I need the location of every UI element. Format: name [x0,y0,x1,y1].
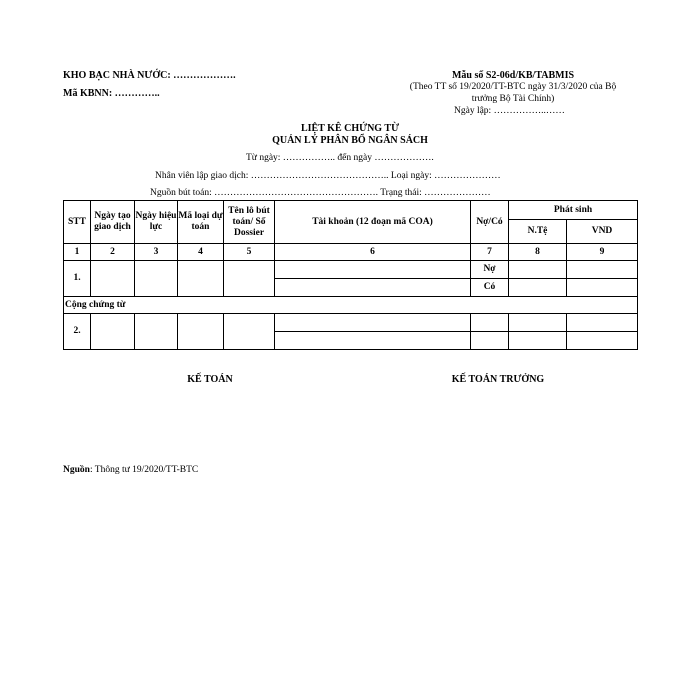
header-debit-credit: Nợ/Có [471,201,509,244]
col-number: 2 [91,244,135,261]
treasury-label: KHO BẠC NHÀ NƯỚC: ………………. [63,70,236,81]
source-status: Nguồn bút toán: ……………………………………………. Trạng thái: ………………… [150,188,491,198]
subtotal-cell [135,297,638,314]
staff-date-type: Nhân viên lập giao dịch: …………………………………….. Loại ngày: ………………… [155,171,501,181]
table-cell [567,314,638,332]
table-cell [91,261,135,297]
header-stt: STT [64,201,91,244]
col-number: 9 [567,244,638,261]
table-cell [567,332,638,350]
table-cell [471,332,509,350]
header-foreign-currency: N.Tệ [509,220,567,244]
chief-accountant-signature: KẾ TOÁN TRƯỞNG [451,374,545,385]
table-cell [567,279,638,297]
credit-label: Có [471,279,509,297]
form-number: Mẫu số S2-06d/KB/TABMIS [451,70,575,81]
table-cell [135,314,178,350]
table-cell [275,332,471,350]
ledger-table [63,200,638,350]
col-number: 6 [275,244,471,261]
header-created: Ngày tạo giao dịch [91,201,135,244]
debit-label: Nợ [471,261,509,279]
table-cell [135,261,178,297]
table-cell [275,261,471,279]
title-line-2: QUẢN LÝ PHÂN BỔ NGÂN SÁCH [272,135,428,146]
header-account: Tài khoản (12 đoạn mã COA) [275,201,471,244]
table-cell [509,279,567,297]
subtotal-label: Cộng chứng từ [64,297,135,314]
col-number: 5 [224,244,275,261]
date-made: Ngày lập: ……………..…… [454,106,565,116]
table-cell [178,261,224,297]
table-cell [275,279,471,297]
table-cell [224,314,275,350]
header-amount: Phát sinh [509,201,638,220]
table-cell [178,314,224,350]
col-number: 7 [471,244,509,261]
col-number: 3 [135,244,178,261]
col-number: 4 [178,244,224,261]
table-cell [567,261,638,279]
table-cell [224,261,275,297]
circular-line-1: (Theo TT số 19/2020/TT-BTC ngày 31/3/2020 của Bộ [409,82,617,92]
circular-line-2: trưởng Bộ Tài Chính) [471,94,555,104]
title-line-1: LIỆT KÊ CHỨNG TỪ [300,123,400,134]
header-vnd: VND [567,220,638,244]
table-cell [471,314,509,332]
table-cell [509,314,567,332]
table-cell [509,332,567,350]
accountant-signature: KẾ TOÁN [187,374,233,385]
col-number: 1 [64,244,91,261]
table-cell [509,261,567,279]
col-number: 8 [509,244,567,261]
source-label: Nguồn [63,465,90,475]
source-text: : Thông tư 19/2020/TT-BTC [89,465,199,475]
source-note [63,465,198,475]
header-effective: Ngày hiệu lực [135,201,178,244]
header-batch: Tên lô bút toán/ Số Dossier [224,201,275,244]
row-1-stt: 1. [64,261,91,297]
table-cell [91,314,135,350]
kbnn-label: Mã KBNN: ………….. [63,88,160,99]
row-2-stt: 2. [64,314,91,350]
header-estimate: Mã loại dự toán [178,201,224,244]
table-cell [275,314,471,332]
date-range: Từ ngày: …………….. đến ngày ………………. [246,153,434,163]
